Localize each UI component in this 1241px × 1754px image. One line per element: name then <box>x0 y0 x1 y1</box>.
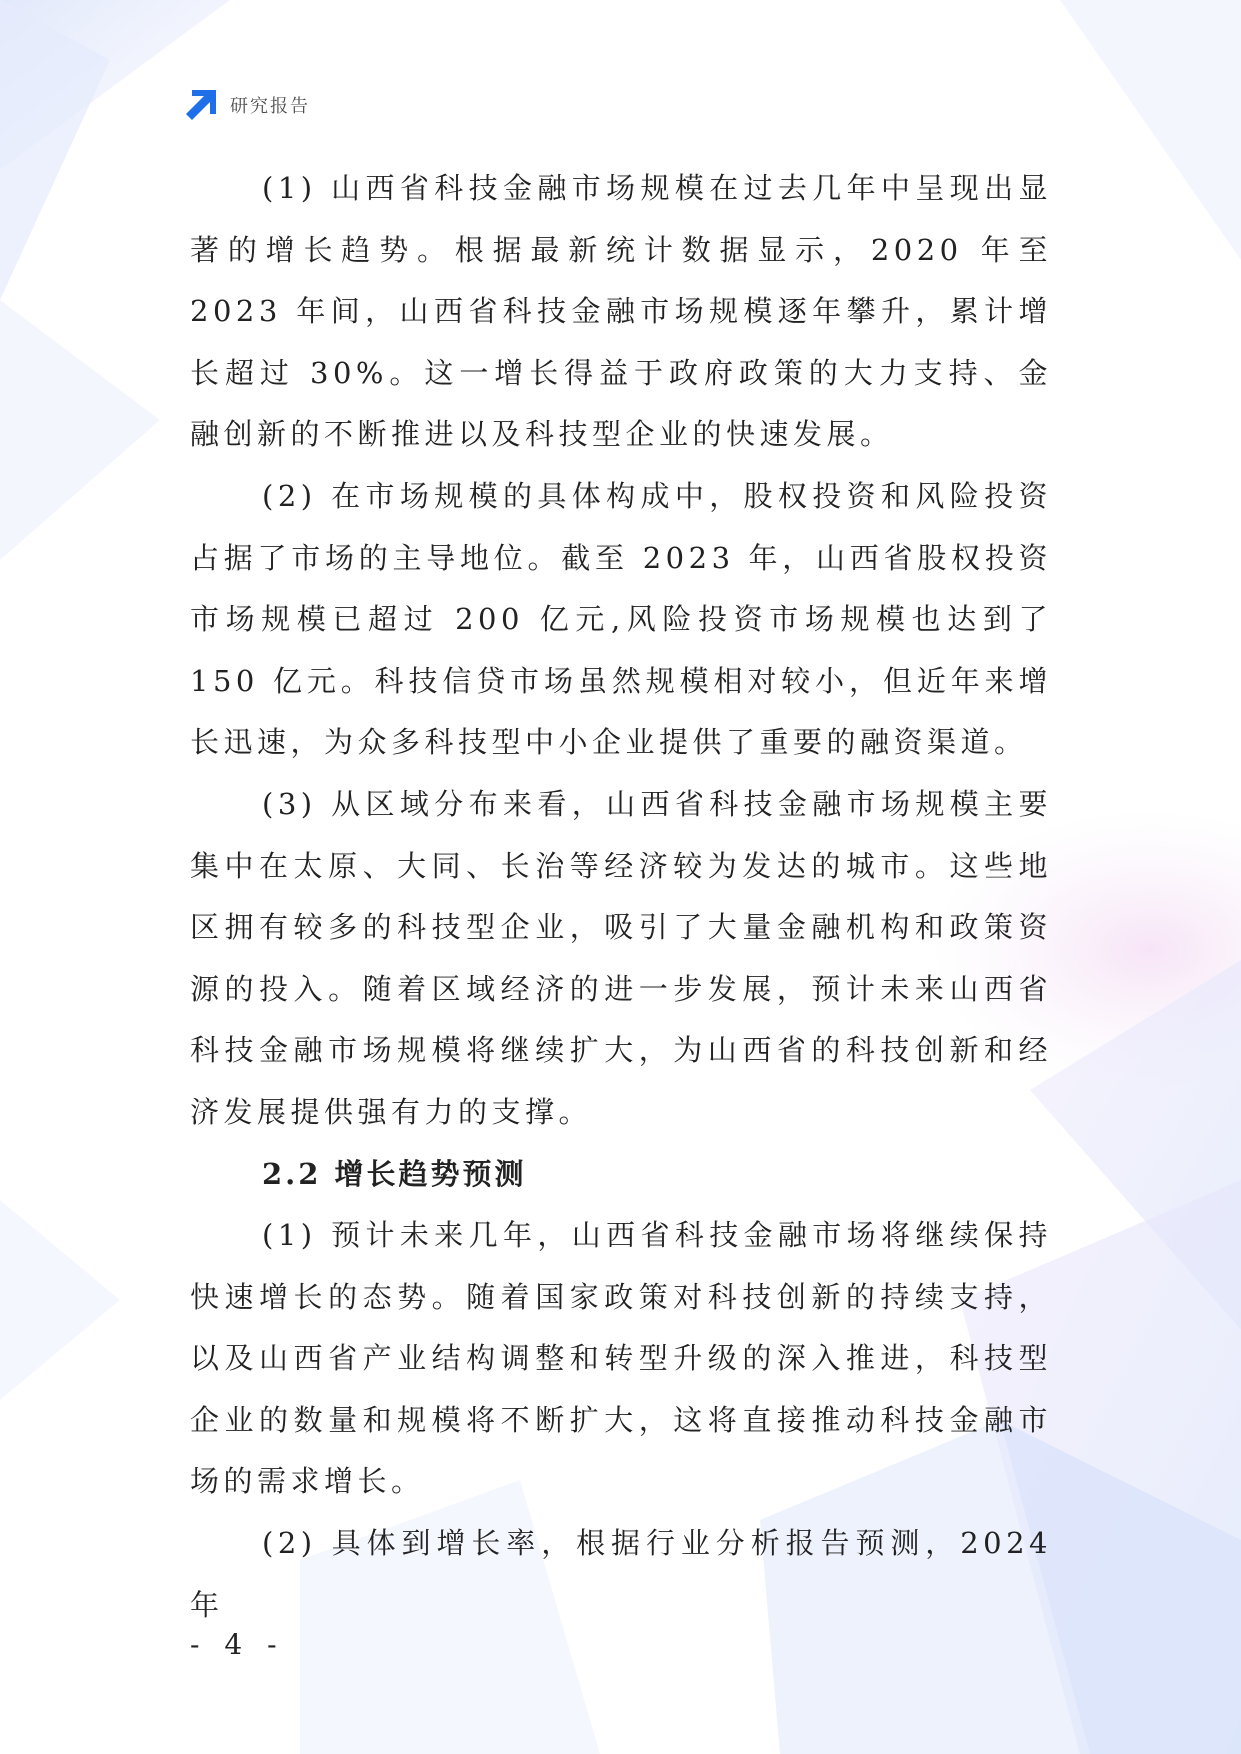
paragraph: (1) 预计未来几年，山西省科技金融市场将继续保持快速增长的态势。随着国家政策对科技创新的持续支持，以及山西省产业结构调整和转型升级的深入推进，科技型企业的数量和规模将不断扩大，这将直接推动科技金融市场的需求增长。 <box>190 1218 1052 1499</box>
section-heading: 2.2 增长趋势预测 <box>262 1156 527 1191</box>
header-title: 研究报告 <box>230 96 310 117</box>
paragraph: (3) 从区域分布来看，山西省科技金融市场规模主要集中在太原、大同、长治等经济较为发达的城市。这些地区拥有较多的科技型企业，吸引了大量金融机构和政策资源的投入。随着区域经济的进一步发展，预计未来山西省科技金融市场规模将继续扩大，为山西省的科技创新和经济发展提供强有力的支撑。 <box>190 786 1052 1129</box>
paragraph: (2) 具体到增长率，根据行业分析报告预测，2024 年 <box>190 1526 1052 1622</box>
paragraph: (2) 在市场规模的具体构成中，股权投资和风险投资占据了市场的主导地位。截至 2023 年，山西省股权投资市场规模已超过 200 亿元,风险投资市场规模也达到了 150 亿元。科技信贷市场虽然规模相对较小，但近年来增长迅速，为众多科技型中小企业提供了重要的融资渠道。 <box>190 478 1052 760</box>
document-body <box>190 158 1052 1636</box>
report-header <box>186 88 310 122</box>
page-number: - 4 - <box>190 1628 285 1661</box>
arrow-up-right-icon <box>186 88 220 122</box>
paragraph: (1) 山西省科技金融市场规模在过去几年中呈现出显著的增长趋势。根据最新统计数据显示，2020 年至 2023 年间，山西省科技金融市场规模逐年攀升，累计增长超过 30%。这一增长得益于政府政策的大力支持、金融创新的不断推进以及科技型企业的快速发展。 <box>190 171 1052 452</box>
